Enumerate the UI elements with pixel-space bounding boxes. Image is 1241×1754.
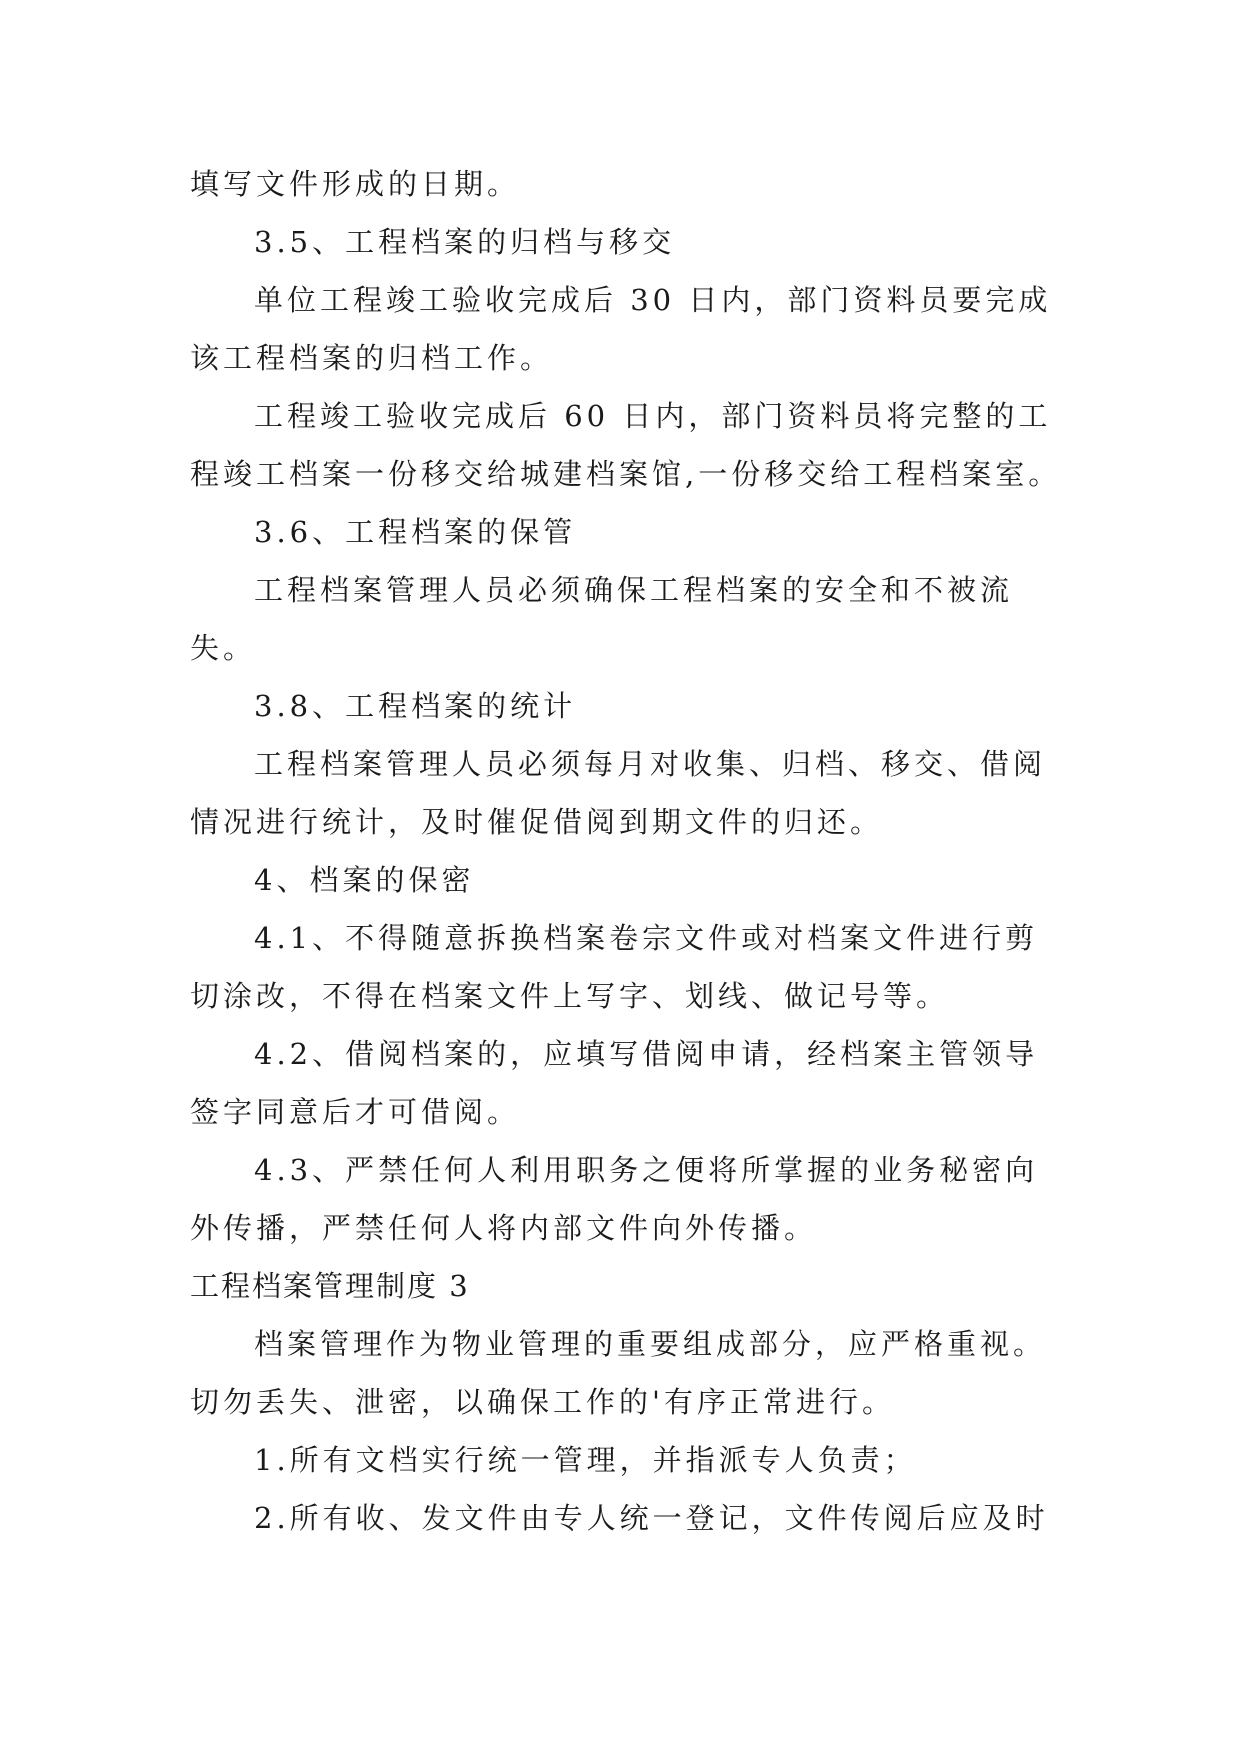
text-line: 程竣工档案一份移交给城建档案馆,一份移交给工程档案室。	[190, 457, 1062, 491]
text-line: 工程档案管理人员必须每月对收集、归档、移交、借阅	[254, 747, 1047, 781]
text-line: 签字同意后才可借阅。	[190, 1095, 521, 1129]
text-line: 该工程档案的归档工作。	[190, 341, 554, 375]
text-line: 切勿丢失、泄密，以确保工作的'有序正常进行。	[190, 1385, 895, 1419]
text-line: 外传播，严禁任何人将内部文件向外传播。	[190, 1211, 818, 1245]
document-subtitle: 工程档案管理制度 3	[190, 1269, 470, 1303]
text-line: 1.所有文档实行统一管理，并指派专人负责；	[254, 1443, 917, 1477]
section-heading: 4、档案的保密	[254, 863, 475, 897]
section-heading: 3.8、工程档案的统计	[254, 689, 577, 723]
section-heading: 3.5、工程档案的归档与移交	[254, 225, 676, 259]
text-line: 失。	[190, 631, 257, 665]
text-line: 工程竣工验收完成后 60 日内，部门资料员将完整的工	[254, 399, 1052, 433]
text-line: 填写文件形成的日期。	[190, 167, 521, 201]
text-line: 单位工程竣工验收完成后 30 日内，部门资料员要完成	[254, 283, 1052, 317]
section-heading: 3.6、工程档案的保管	[254, 515, 577, 549]
text-line: 档案管理作为物业管理的重要组成部分，应严格重视。	[254, 1327, 1047, 1361]
text-line: 4.3、严禁任何人利用职务之便将所掌握的业务秘密向	[254, 1153, 1039, 1187]
text-line: 4.2、借阅档案的，应填写借阅申请，经档案主管领导	[254, 1037, 1039, 1071]
text-line: 工程档案管理人员必须确保工程档案的安全和不被流	[254, 573, 1014, 607]
text-line: 4.1、不得随意拆换档案卷宗文件或对档案文件进行剪	[254, 921, 1039, 955]
text-line: 切涂改，不得在档案文件上写字、划线、做记号等。	[190, 979, 950, 1013]
text-line: 情况进行统计，及时催促借阅到期文件的归还。	[190, 805, 884, 839]
text-line: 2.所有收、发文件由专人统一登记，文件传阅后应及时	[254, 1501, 1049, 1535]
